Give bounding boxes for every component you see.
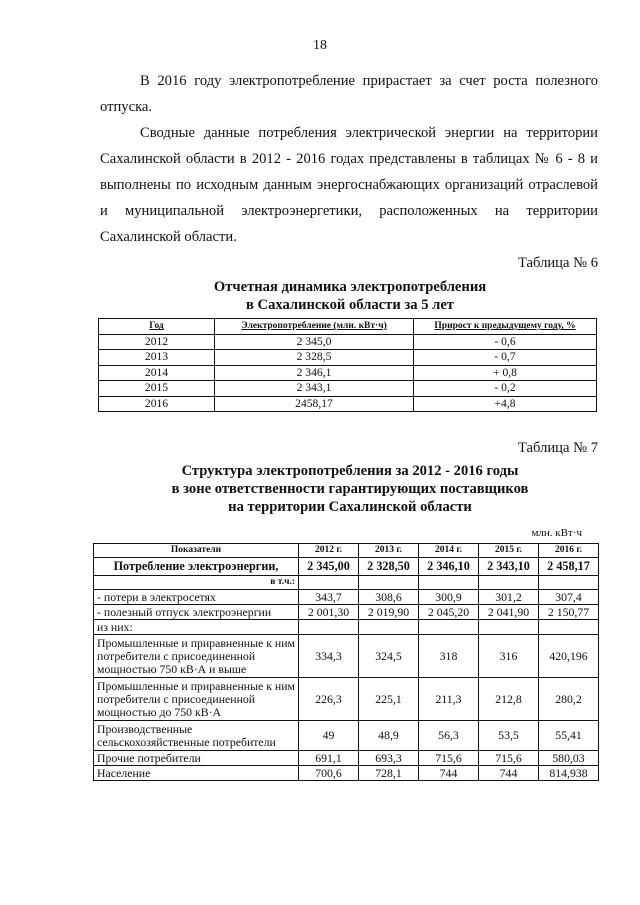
table-7-title-line1: Структура электропотребления за 2012 - 2016 годы [181,463,519,479]
growth-cell: - 0,6 [414,334,597,350]
table-row [94,751,599,766]
row-label: - полезный отпуск электроэнергии [94,605,299,620]
table-7 [93,543,599,781]
table-row [94,766,599,781]
header-year: Год [99,319,215,335]
table-row-of-them [94,620,599,635]
table-6-title [100,278,600,314]
header-year: 2015 г. [479,544,539,558]
value-cell: 2 045,20 [419,605,479,620]
year-cell: 2013 [99,350,215,366]
value-cell: 2 328,50 [359,558,419,576]
year-cell: 2014 [99,365,215,381]
table-row [99,350,597,366]
value-cell: 324,5 [359,635,419,678]
consumption-cell: 2 328,5 [215,350,414,366]
table-6 [98,318,597,412]
value-cell: 53,5 [479,721,539,751]
value-cell: 700,6 [299,766,359,781]
table-7-label: Таблица № 7 [518,440,598,456]
row-label: Прочие потребители [94,751,299,766]
value-cell: 308,6 [359,590,419,605]
row-label: Производственные сельскохозяйственные потребители [94,721,299,751]
paragraph-summary: Сводные данные потребления электрической энергии на территории Сахалинской области в 2012 - 2016 годах представлены в таблицах № 6 - 8 и выполнены по исходным данным энергоснабжающих организаций отраслевой и муниципальной электроэнергетики, расположенных на территории Сахалинской области. [100,125,598,245]
row-label: Потребление электроэнергии, [94,558,299,576]
value-cell: 301,2 [479,590,539,605]
table-7-title-line3: на территории Сахалинской области [228,499,472,515]
value-cell: 211,3 [419,678,479,721]
year-cell: 2012 [99,334,215,350]
value-cell: 691,1 [299,751,359,766]
value-cell: 2 458,17 [539,558,599,576]
table-6-title-line2: в Сахалинской области за 5 лет [246,297,454,313]
header-indicator: Показатели [94,544,299,558]
value-cell: 212,8 [479,678,539,721]
value-cell: 744 [419,766,479,781]
value-cell: 814,938 [539,766,599,781]
consumption-cell: 2 345,0 [215,334,414,350]
value-cell: 316 [479,635,539,678]
header-year: 2016 г. [539,544,599,558]
header-year: 2014 г. [419,544,479,558]
row-label: Население [94,766,299,781]
row-label: из них: [94,620,299,635]
table-row-total [94,558,599,576]
growth-cell: +4,8 [414,396,597,412]
table-row [94,678,599,721]
year-cell: 2015 [99,381,215,397]
value-cell: 307,4 [539,590,599,605]
table-row [99,334,597,350]
table-row [99,381,597,397]
value-cell: 2 346,10 [419,558,479,576]
year-cell: 2016 [99,396,215,412]
value-cell: 280,2 [539,678,599,721]
value-cell: 2 001,30 [299,605,359,620]
table-row [99,396,597,412]
header-year: 2012 г. [299,544,359,558]
value-cell: 715,6 [419,751,479,766]
value-cell: 2 019,90 [359,605,419,620]
table-6-title-line1: Отчетная динамика электропотребления [213,279,487,295]
table-7-title-line2: в зоне ответственности гарантирующих поставщиков [171,481,529,497]
value-cell: 693,3 [359,751,419,766]
value-cell: 226,3 [299,678,359,721]
table-row [94,605,599,620]
value-cell: 2 041,90 [479,605,539,620]
growth-cell: + 0,8 [414,365,597,381]
header-growth: Прирост к предыдущему году, % [414,319,597,335]
header-year: 2013 г. [359,544,419,558]
value-cell: 343,7 [299,590,359,605]
consumption-cell: 2 343,1 [215,381,414,397]
table-6-header-row [99,319,597,335]
consumption-cell: 2458,17 [215,396,414,412]
value-cell: 744 [479,766,539,781]
table-row [94,590,599,605]
row-label: - потери в электросетях [94,590,299,605]
value-cell: 2 150,77 [539,605,599,620]
growth-cell: - 0,2 [414,381,597,397]
value-cell: 420,196 [539,635,599,678]
table-7-title [100,462,600,516]
table-6-label: Таблица № 6 [518,255,598,271]
page-number: 18 [313,38,327,53]
value-cell: 48,9 [359,721,419,751]
row-label: в т.ч.: [94,576,299,590]
value-cell: 49 [299,721,359,751]
value-cell: 2 345,00 [299,558,359,576]
table-7-header-row [94,544,599,558]
value-cell: 318 [419,635,479,678]
header-consumption: Электропотребление (млн. кВт·ч) [215,319,414,335]
table-row [94,721,599,751]
table-row [99,365,597,381]
table-row-including [94,576,599,590]
growth-cell: - 0,7 [414,350,597,366]
value-cell: 56,3 [419,721,479,751]
table-row [94,635,599,678]
value-cell: 334,3 [299,635,359,678]
paragraph-growth: В 2016 году электропотребление прирастает за счет роста полезного отпуска. [100,73,598,115]
value-cell: 2 343,10 [479,558,539,576]
row-label: Промышленные и приравненные к ним потребители с присоединенной мощностью до 750 кВ·А [94,678,299,721]
value-cell: 55,41 [539,721,599,751]
value-cell: 300,9 [419,590,479,605]
consumption-cell: 2 346,1 [215,365,414,381]
value-cell: 225,1 [359,678,419,721]
table-7-units: млн. кВт·ч [531,527,582,539]
row-label: Промышленные и приравненные к ним потребители с присоединенной мощностью 750 кВ·А и выше [94,635,299,678]
value-cell: 728,1 [359,766,419,781]
value-cell: 580,03 [539,751,599,766]
value-cell: 715,6 [479,751,539,766]
